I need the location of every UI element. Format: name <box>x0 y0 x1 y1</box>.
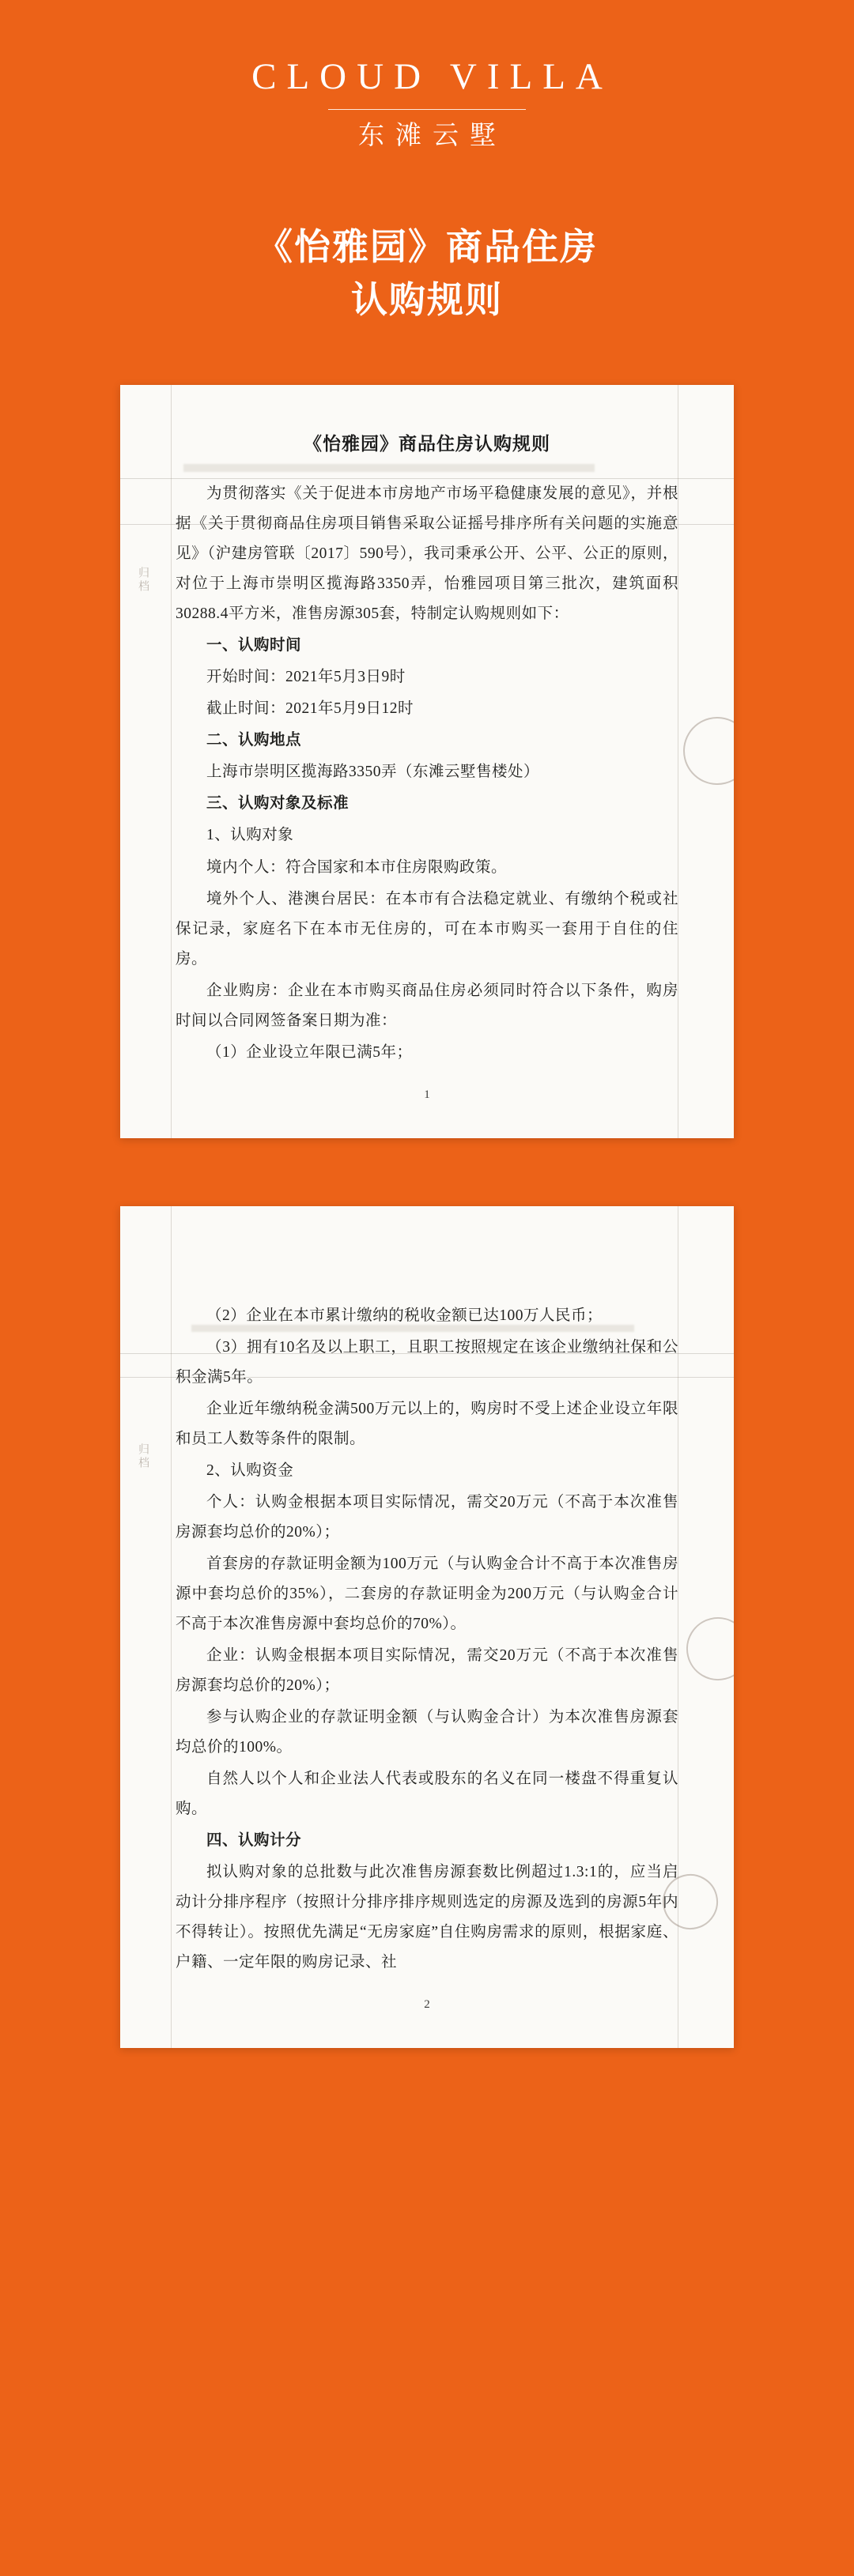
scan-artifact-line <box>120 1353 734 1354</box>
page-number: 2 <box>424 1997 430 2011</box>
document-paragraph: 截止时间：2021年5月9日12时 <box>206 700 414 718</box>
document-paragraph: 自然人以个人和企业法人代表或股东的名义在同一楼盘不得重复认购。 <box>176 1770 678 1817</box>
brand-name-cn: 东滩云墅 <box>358 122 507 151</box>
document-paragraph: 参与认购企业的存款证明金额（与认购金合计）为本次准售房源套均总价的100%。 <box>176 1708 678 1756</box>
document-section-heading: 三、认购对象及标准 <box>206 795 350 813</box>
scan-artifact-line <box>120 478 734 479</box>
page-number: 1 <box>424 1088 430 1101</box>
document-section-heading: 一、认购时间 <box>206 637 302 654</box>
document-paragraph: 2、认购资金 <box>206 1461 294 1479</box>
scan-artifact-smudge <box>183 464 595 472</box>
document-page-2-container <box>0 1138 854 2048</box>
page-title-line-1: 《怡雅园》商品住房 <box>256 226 598 267</box>
document-page-2 <box>120 1206 734 2048</box>
document-paragraph: （1）企业设立年限已满5年； <box>206 1043 413 1061</box>
document-paragraph: 为贯彻落实《关于促进本市房地产市场平稳健康发展的意见》，并根据《关于贯彻商品住房项目销售采取公证摇号排序所有关问题的实施意见》（沪建房管联〔2017〕590号），我司秉承公开、公平、公正的原则，对位于上海市崇明区揽海路3350弄，怡雅园项目第三批次，建筑面积30288.4平方米，准售房源305套，特制定认购规则如下： <box>176 485 678 623</box>
document-paragraph: 上海市崇明区揽海路3350弄（东滩云墅售楼处） <box>206 764 540 781</box>
document-paragraph: （2）企业在本市累计缴纳的税收金额已达100万人民币； <box>206 1307 603 1324</box>
paper-fold-mark <box>171 1206 172 2048</box>
scan-artifact-line <box>120 524 734 525</box>
brand-name-en: CLOUD VILLA <box>251 56 613 97</box>
official-stamp <box>676 710 734 792</box>
document-page-1 <box>120 385 734 1137</box>
scan-artifact-smudge <box>191 1325 634 1332</box>
document-paragraph: 境内个人：符合国家和本市住房限购政策。 <box>206 858 508 876</box>
archive-edge-mark: 归档 <box>137 1443 149 1470</box>
document-section-heading: 二、认购地点 <box>206 732 302 749</box>
document-paragraph: 开始时间：2021年5月3日9时 <box>206 669 406 686</box>
document-title: 《怡雅园》商品住房认购规则 <box>304 434 550 454</box>
page-title <box>0 221 854 326</box>
brand-header <box>0 55 854 153</box>
document-paragraph: 1、认购对象 <box>206 827 294 844</box>
official-stamp <box>680 1610 734 1687</box>
document-section-heading: 四、认购计分 <box>206 1831 302 1849</box>
page-bottom-spacer <box>0 2048 854 2119</box>
paper-fold-mark <box>171 385 172 1137</box>
brand-divider <box>328 109 526 110</box>
page-title-line-2: 认购规则 <box>351 279 503 320</box>
document-paragraph: 企业购房：企业在本市购买商品住房必须同时符合以下条件，购房时间以合同网签备案日期为准： <box>176 982 678 1029</box>
document-paragraph: （3）拥有10名及以上职工，且职工按照规定在该企业缴纳社保和公积金满5年。 <box>176 1338 678 1386</box>
scan-artifact-line <box>120 1377 734 1378</box>
document-paragraph: 境外个人、港澳台居民：在本市有合法稳定就业、有缴纳个税或社保记录，家庭名下在本市无住房的，可在本市购买一套用于自住的住房。 <box>176 890 678 967</box>
document-page-1-container <box>0 326 854 1137</box>
document-paragraph: 企业：认购金根据本项目实际情况，需交20万元（不高于本次准售房源套均总价的20%）； <box>176 1646 678 1694</box>
document-paragraph: 个人：认购金根据本项目实际情况，需交20万元（不高于本次准售房源套均总价的20%）； <box>176 1493 678 1541</box>
document-paragraph: 首套房的存款证明金额为100万元（与认购金合计不高于本次准售房源中套均总价的35%），二套房的存款证明金为200万元（与认购金合计不高于本次准售房源中套均总价的70%）。 <box>176 1555 678 1632</box>
document-paragraph: 拟认购对象的总批数与此次准售房源套数比例超过1.3:1的，应当启动计分排序程序（按照计分排序排序规则选定的房源及选到的房源5年内不得转让）。按照优先满足“无房家庭”自住购房需求的原则，根据家庭、户籍、一定年限的购房记录、社 <box>176 1863 678 1971</box>
archive-edge-mark: 归档 <box>137 567 149 594</box>
document-paragraph: 企业近年缴纳税金满500万元以上的，购房时不受上述企业设立年限和员工人数等条件的限制。 <box>176 1400 678 1447</box>
